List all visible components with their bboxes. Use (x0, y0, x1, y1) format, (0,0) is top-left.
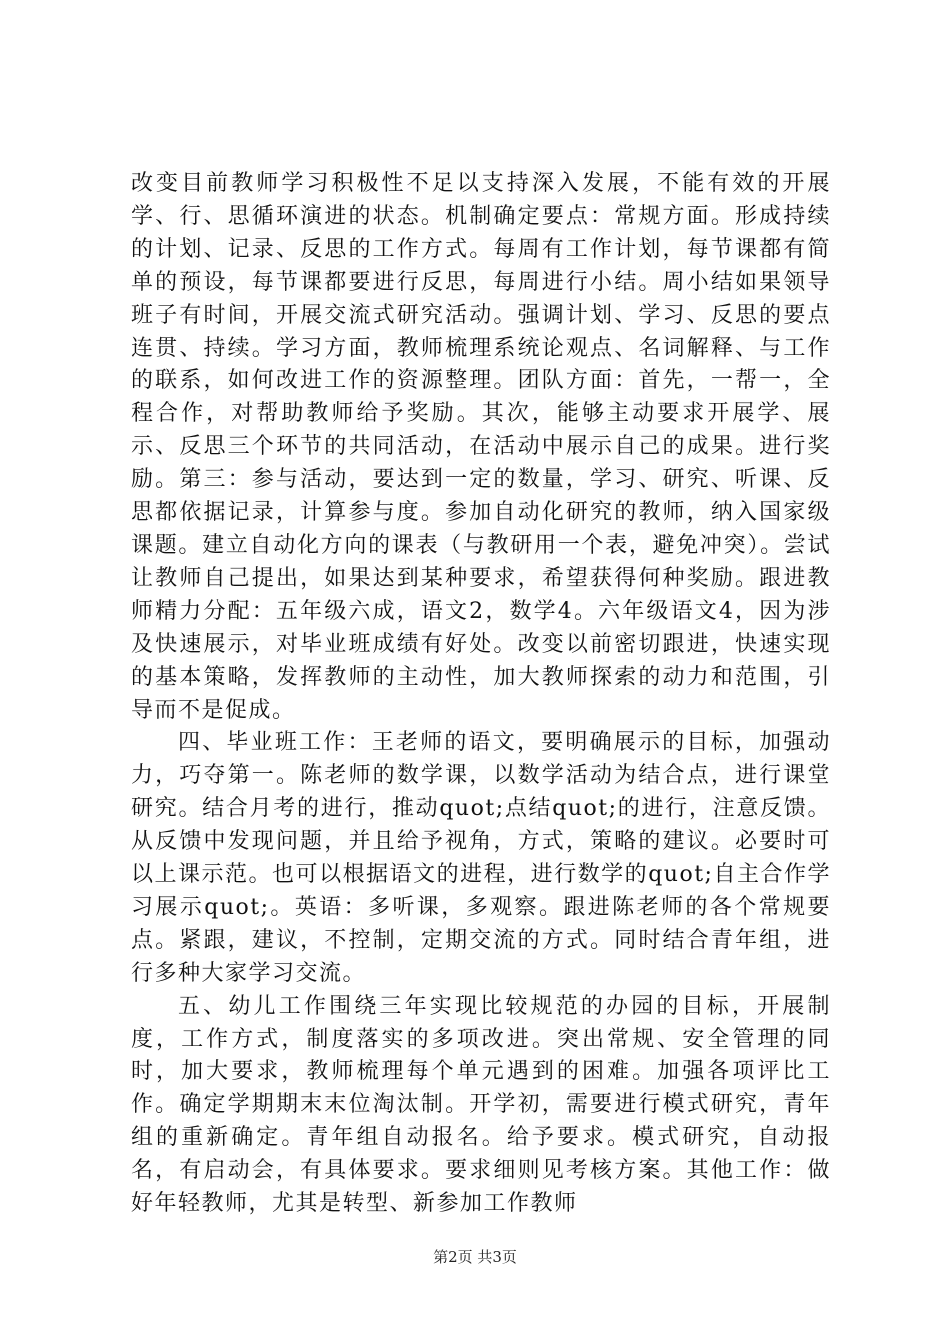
paragraph-kindergarten-work: 五、幼儿工作围绕三年实现比较规范的办园的目标，开展制度，工作方式，制度落实的多项改进。突出常规、安全管理的同时，加大要求，教师梳理每个单元遇到的困难。加强各项评比工作。确定学期期末末位淘汰制。开学初，需要进行模式研究，青年组的重新确定。青年组自动报名。给予要求。模式研究，自动报名，有启动会，有具体要求。要求细则见考核方案。其他工作：做好年轻教师，尤其是转型、新参加工作教师 (131, 993, 831, 1217)
document-body (131, 168, 831, 1221)
paragraph-continued: 改变目前教师学习积极性不足以支持深入发展，不能有效的开展学、行、思循环演进的状态。机制确定要点：常规方面。形成持续的计划、记录、反思的工作方式。每周有工作计划，每节课都有简单的预设，每节课都要进行反思，每周进行小结。周小结如果领导班子有时间，开展交流式研究活动。强调计划、学习、反思的要点连贯、持续。学习方面，教师梳理系统论观点、名词解释、与工作的联系，如何改进工作的资源整理。团队方面：首先，一帮一，全程合作，对帮助教师给予奖励。其次，能够主动要求开展学、展示、反思三个环节的共同活动，在活动中展示自己的成果。进行奖励。第三：参与活动，要达到一定的数量，学习、研究、听课、反思都依据记录，计算参与度。参加自动化研究的教师，纳入国家级课题。建立自动化方向的课表（与教研用一个表，避免冲突）。尝试让教师自己提出，如果达到某种要求，希望获得何种奖励。跟进教师精力分配：五年级六成，语文2，数学4。六年级语文4，因为涉及快速展示，对毕业班成绩有好处。改变以前密切跟进，快速实现的基本策略，发挥教师的主动性，加大教师探索的动力和范围，引导而不是促成。 (131, 171, 831, 723)
page-number-footer: 第2页 共3页 (433, 1248, 517, 1266)
paragraph-graduating-class-work: 四、毕业班工作：王老师的语文，要明确展示的目标，加强动力，巧夺第一。陈老师的数学课，以数学活动为结合点，进行课堂研究。结合月考的进行，推动quot;点结quot;的进行，注意反馈。从反馈中发现问题，并且给予视角，方式，策略的建议。必要时可以上课示范。也可以根据语文的进程，进行数学的quot;自主合作学习展示quot;。英语：多听课，多观察。跟进陈老师的各个常规要点。紧跟，建议，不控制，定期交流的方式。同时结合青年组，进行多种大家学习交流。 (131, 730, 831, 986)
